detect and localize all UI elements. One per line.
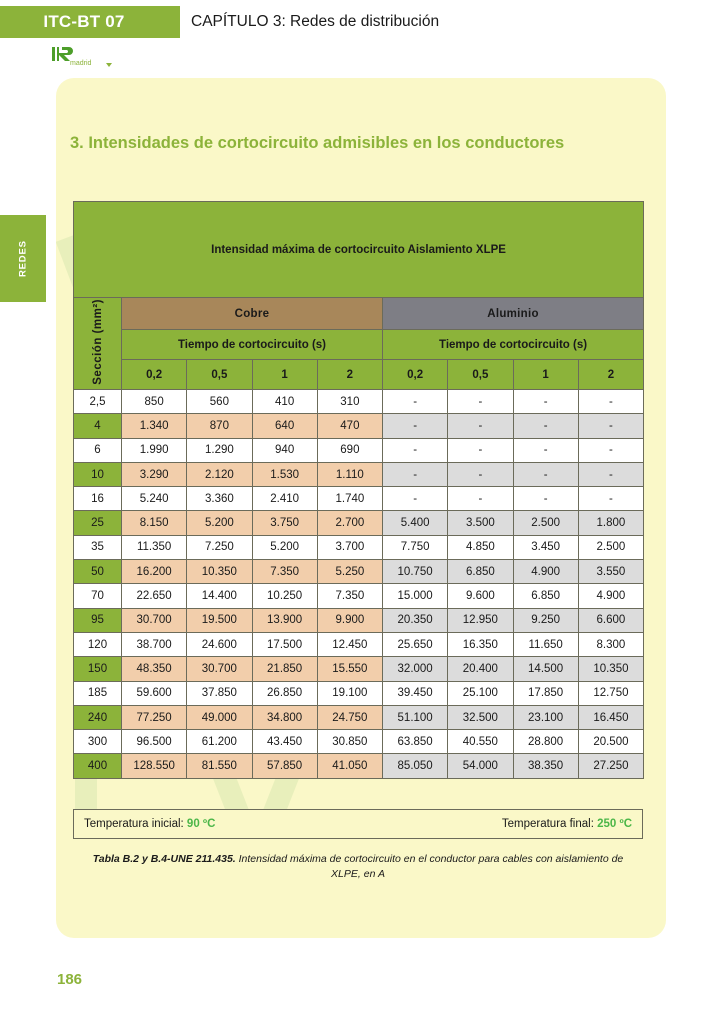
cell-aluminio-t2: 32.500 <box>448 705 513 729</box>
cell-cobre-t2: 30.700 <box>187 657 252 681</box>
cell-cobre-t4: 15.550 <box>317 657 382 681</box>
cell-aluminio-t3: 3.450 <box>513 535 578 559</box>
cell-cobre-t2: 37.850 <box>187 681 252 705</box>
cell-aluminio-t1: 25.650 <box>383 632 448 656</box>
cell-aluminio-t3: 4.900 <box>513 560 578 584</box>
cell-cobre-t1: 3.290 <box>122 462 187 486</box>
cell-cobre-t2: 7.250 <box>187 535 252 559</box>
cell-cobre-t2: 5.200 <box>187 511 252 535</box>
cell-aluminio-t3: - <box>513 438 578 462</box>
cell-cobre-t1: 59.600 <box>122 681 187 705</box>
table-row <box>74 632 644 656</box>
table-row <box>74 754 644 778</box>
cell-aluminio-t3: 23.100 <box>513 705 578 729</box>
table-caption-reference: Tabla B.2 y B.4-UNE 211.435. <box>92 853 236 865</box>
cell-aluminio-t3: - <box>513 487 578 511</box>
cell-cobre-t2: 49.000 <box>187 705 252 729</box>
document-code: ITC-BT 07 <box>43 12 125 31</box>
cell-seccion: 300 <box>74 730 122 754</box>
cell-cobre-t3: 10.250 <box>252 584 317 608</box>
cell-aluminio-t2: - <box>448 487 513 511</box>
cell-cobre-t4: 690 <box>317 438 382 462</box>
cell-aluminio-t3: 2.500 <box>513 511 578 535</box>
cell-cobre-t3: 3.750 <box>252 511 317 535</box>
cell-cobre-t1: 16.200 <box>122 560 187 584</box>
cell-cobre-t2: 1.290 <box>187 438 252 462</box>
cell-cobre-t3: 1.530 <box>252 462 317 486</box>
cell-aluminio-t3: - <box>513 462 578 486</box>
cell-cobre-t4: 41.050 <box>317 754 382 778</box>
cell-cobre-t2: 14.400 <box>187 584 252 608</box>
cell-aluminio-t1: 20.350 <box>383 608 448 632</box>
cobre-tiempo-header: Tiempo de cortocircuito (s) <box>122 330 383 360</box>
cell-aluminio-t3: 9.250 <box>513 608 578 632</box>
cell-aluminio-t4: - <box>578 487 643 511</box>
cell-seccion: 6 <box>74 438 122 462</box>
final-temperature-value: 250 ºC <box>597 818 632 830</box>
cell-cobre-t4: 12.450 <box>317 632 382 656</box>
cell-seccion: 240 <box>74 705 122 729</box>
cell-aluminio-t1: 7.750 <box>383 535 448 559</box>
cell-cobre-t3: 21.850 <box>252 657 317 681</box>
cell-cobre-t3: 2.410 <box>252 487 317 511</box>
cell-aluminio-t4: 1.800 <box>578 511 643 535</box>
cobre-group-header: Cobre <box>122 298 383 330</box>
cell-seccion: 95 <box>74 608 122 632</box>
table-material-header-row <box>74 298 644 330</box>
cell-cobre-t4: 1.110 <box>317 462 382 486</box>
cell-cobre-t4: 7.350 <box>317 584 382 608</box>
cell-aluminio-t1: 5.400 <box>383 511 448 535</box>
aluminio-tiempo-header: Tiempo de cortocircuito (s) <box>383 330 644 360</box>
aluminio-time-header-1: 0,2 <box>383 360 448 390</box>
cell-aluminio-t4: 16.450 <box>578 705 643 729</box>
cell-cobre-t1: 48.350 <box>122 657 187 681</box>
cell-aluminio-t4: 3.550 <box>578 560 643 584</box>
cell-cobre-t4: 19.100 <box>317 681 382 705</box>
cell-aluminio-t2: 16.350 <box>448 632 513 656</box>
cell-cobre-t2: 870 <box>187 414 252 438</box>
chapter-title: CAPÍTULO 3: Redes de distribución <box>191 13 440 30</box>
cell-aluminio-t2: - <box>448 438 513 462</box>
cell-aluminio-t4: 12.750 <box>578 681 643 705</box>
table-row <box>74 681 644 705</box>
cell-seccion: 185 <box>74 681 122 705</box>
cell-aluminio-t4: - <box>578 462 643 486</box>
cell-cobre-t1: 1.340 <box>122 414 187 438</box>
cell-seccion: 50 <box>74 560 122 584</box>
aluminio-time-header-3: 1 <box>513 360 578 390</box>
sidebar-tab-label: REDES <box>17 240 29 277</box>
cell-cobre-t3: 34.800 <box>252 705 317 729</box>
table-row <box>74 535 644 559</box>
cell-cobre-t4: 30.850 <box>317 730 382 754</box>
cell-cobre-t1: 8.150 <box>122 511 187 535</box>
cell-seccion: 120 <box>74 632 122 656</box>
cobre-time-header-2: 0,5 <box>187 360 252 390</box>
cell-aluminio-t4: - <box>578 438 643 462</box>
cell-seccion: 35 <box>74 535 122 559</box>
cell-aluminio-t3: 11.650 <box>513 632 578 656</box>
cell-cobre-t1: 38.700 <box>122 632 187 656</box>
cell-aluminio-t1: - <box>383 438 448 462</box>
cell-cobre-t3: 640 <box>252 414 317 438</box>
cell-cobre-t3: 43.450 <box>252 730 317 754</box>
cell-aluminio-t4: 2.500 <box>578 535 643 559</box>
table-row <box>74 657 644 681</box>
cell-aluminio-t4: 20.500 <box>578 730 643 754</box>
page-number: 186 <box>57 971 83 988</box>
cell-aluminio-t2: 25.100 <box>448 681 513 705</box>
cell-aluminio-t1: 39.450 <box>383 681 448 705</box>
cobre-time-header-4: 2 <box>317 360 382 390</box>
temperature-footer <box>73 809 643 839</box>
cell-aluminio-t3: 28.800 <box>513 730 578 754</box>
cell-cobre-t2: 81.550 <box>187 754 252 778</box>
cell-seccion: 2,5 <box>74 390 122 414</box>
cell-cobre-t4: 470 <box>317 414 382 438</box>
initial-temperature <box>84 818 215 830</box>
data-table-wrapper <box>73 201 643 779</box>
table-caption-text: Intensidad máxima de cortocircuito en el conductor para cables con aislamiento de XLPE, en A <box>235 853 624 880</box>
cell-aluminio-t4: 27.250 <box>578 754 643 778</box>
cell-aluminio-t4: - <box>578 414 643 438</box>
table-row <box>74 560 644 584</box>
cell-aluminio-t2: 6.850 <box>448 560 513 584</box>
cell-cobre-t4: 310 <box>317 390 382 414</box>
cell-cobre-t2: 560 <box>187 390 252 414</box>
cell-cobre-t1: 128.550 <box>122 754 187 778</box>
cell-seccion: 400 <box>74 754 122 778</box>
cell-cobre-t1: 77.250 <box>122 705 187 729</box>
cell-cobre-t3: 5.200 <box>252 535 317 559</box>
cell-cobre-t4: 3.700 <box>317 535 382 559</box>
initial-temperature-label: Temperatura inicial: <box>84 818 184 830</box>
cell-cobre-t2: 2.120 <box>187 462 252 486</box>
cell-cobre-t3: 26.850 <box>252 681 317 705</box>
cell-aluminio-t2: 9.600 <box>448 584 513 608</box>
aluminio-time-header-2: 0,5 <box>448 360 513 390</box>
cell-aluminio-t4: 10.350 <box>578 657 643 681</box>
cell-cobre-t3: 7.350 <box>252 560 317 584</box>
cell-cobre-t3: 940 <box>252 438 317 462</box>
page-title: 3. Intensidades de cortocircuito admisibles en los conductores <box>70 134 565 152</box>
cell-aluminio-t1: 15.000 <box>383 584 448 608</box>
svg-text:madrid: madrid <box>70 60 92 67</box>
cell-aluminio-t4: 8.300 <box>578 632 643 656</box>
cell-cobre-t2: 3.360 <box>187 487 252 511</box>
table-row <box>74 462 644 486</box>
aluminio-time-header-4: 2 <box>578 360 643 390</box>
seccion-column-header <box>74 298 122 390</box>
cell-aluminio-t3: 38.350 <box>513 754 578 778</box>
cell-aluminio-t1: - <box>383 487 448 511</box>
table-body <box>74 202 644 779</box>
cell-cobre-t1: 5.240 <box>122 487 187 511</box>
cell-cobre-t2: 24.600 <box>187 632 252 656</box>
cell-aluminio-t4: 4.900 <box>578 584 643 608</box>
cell-aluminio-t1: - <box>383 414 448 438</box>
table-row <box>74 705 644 729</box>
cell-cobre-t1: 850 <box>122 390 187 414</box>
cell-aluminio-t2: 12.950 <box>448 608 513 632</box>
initial-temperature-value: 90 ºC <box>186 818 216 830</box>
cell-cobre-t2: 61.200 <box>187 730 252 754</box>
cell-aluminio-t1: - <box>383 390 448 414</box>
cell-aluminio-t2: - <box>448 414 513 438</box>
cell-aluminio-t2: 3.500 <box>448 511 513 535</box>
cell-aluminio-t2: - <box>448 462 513 486</box>
cell-aluminio-t4: - <box>578 390 643 414</box>
cell-seccion: 150 <box>74 657 122 681</box>
cell-seccion: 4 <box>74 414 122 438</box>
table-tiempo-header-row <box>74 330 644 360</box>
table-time-values-row <box>74 360 644 390</box>
cell-cobre-t3: 57.850 <box>252 754 317 778</box>
table-banner-row <box>74 202 644 298</box>
table-row <box>74 608 644 632</box>
cell-cobre-t4: 24.750 <box>317 705 382 729</box>
cell-seccion: 25 <box>74 511 122 535</box>
table-row <box>74 487 644 511</box>
cell-aluminio-t1: 51.100 <box>383 705 448 729</box>
aluminio-group-header: Aluminio <box>383 298 644 330</box>
cell-aluminio-t2: 20.400 <box>448 657 513 681</box>
cell-cobre-t1: 96.500 <box>122 730 187 754</box>
cell-aluminio-t3: 17.850 <box>513 681 578 705</box>
itc-madrid-logo-icon <box>50 45 124 71</box>
table-row <box>74 390 644 414</box>
cell-seccion: 16 <box>74 487 122 511</box>
table-row <box>74 414 644 438</box>
table-row <box>74 438 644 462</box>
seccion-header-label: Sección (mm²) <box>91 299 104 385</box>
cell-cobre-t1: 1.990 <box>122 438 187 462</box>
table-caption <box>80 852 636 882</box>
cell-cobre-t4: 9.900 <box>317 608 382 632</box>
cell-aluminio-t3: 14.500 <box>513 657 578 681</box>
table-row <box>74 584 644 608</box>
cell-aluminio-t2: - <box>448 390 513 414</box>
cell-cobre-t1: 30.700 <box>122 608 187 632</box>
table-row <box>74 730 644 754</box>
cell-cobre-t4: 2.700 <box>317 511 382 535</box>
cell-cobre-t4: 1.740 <box>317 487 382 511</box>
cell-aluminio-t1: 32.000 <box>383 657 448 681</box>
cell-aluminio-t3: 6.850 <box>513 584 578 608</box>
cell-seccion: 70 <box>74 584 122 608</box>
cell-cobre-t3: 13.900 <box>252 608 317 632</box>
cell-cobre-t2: 19.500 <box>187 608 252 632</box>
cell-cobre-t1: 22.650 <box>122 584 187 608</box>
cell-aluminio-t1: 85.050 <box>383 754 448 778</box>
cell-cobre-t3: 17.500 <box>252 632 317 656</box>
cell-aluminio-t2: 40.550 <box>448 730 513 754</box>
final-temperature-label: Temperatura final: <box>501 818 594 830</box>
cell-cobre-t1: 11.350 <box>122 535 187 559</box>
cell-cobre-t3: 410 <box>252 390 317 414</box>
cobre-time-header-1: 0,2 <box>122 360 187 390</box>
final-temperature <box>502 818 632 830</box>
table-banner: Intensidad máxima de cortocircuito Aislamiento XLPE <box>74 202 644 298</box>
cell-aluminio-t1: 10.750 <box>383 560 448 584</box>
cell-aluminio-t2: 54.000 <box>448 754 513 778</box>
cobre-time-header-3: 1 <box>252 360 317 390</box>
table-row <box>74 511 644 535</box>
cell-cobre-t2: 10.350 <box>187 560 252 584</box>
cell-aluminio-t1: 63.850 <box>383 730 448 754</box>
cell-seccion: 10 <box>74 462 122 486</box>
short-circuit-current-table <box>73 201 644 779</box>
cell-aluminio-t2: 4.850 <box>448 535 513 559</box>
cell-cobre-t4: 5.250 <box>317 560 382 584</box>
cell-aluminio-t4: 6.600 <box>578 608 643 632</box>
cell-aluminio-t1: - <box>383 462 448 486</box>
cell-aluminio-t3: - <box>513 414 578 438</box>
cell-aluminio-t3: - <box>513 390 578 414</box>
